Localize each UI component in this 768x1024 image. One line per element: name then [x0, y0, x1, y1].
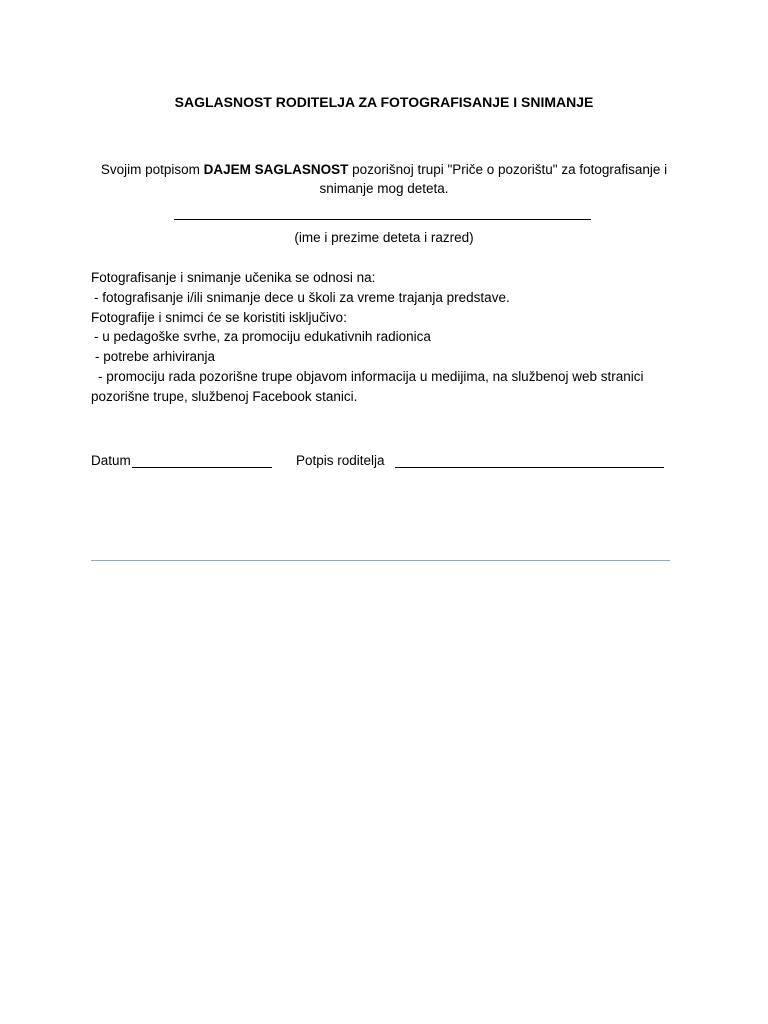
child-name-label: (ime i prezime deteta i razred): [294, 230, 474, 245]
date-label: Datum: [91, 453, 131, 468]
terms-line-1: Fotografisanje i snimanje učenika se odnosi na:: [91, 270, 376, 285]
consent-text-post: pozorišnoj trupi "Priče o pozorištu" za fotografisanje i: [348, 162, 668, 177]
terms-line-2: - fotografisanje i/ili snimanje dece u školi za vreme trajanja predstave.: [94, 289, 510, 305]
terms-line-7: pozorišne trupe, službenoj Facebook stanici.: [91, 388, 358, 404]
document-title: SAGLASNOST RODITELJA ZA FOTOGRAFISANJE I SNIMANJE: [174, 94, 594, 110]
consent-text-pre: Svojim potpisom: [100, 162, 204, 177]
usage-terms: [91, 268, 691, 407]
terms-line-6: - promociju rada pozorišne trupe objavom informacija u medijima, na službenoj web stranici: [98, 368, 644, 384]
terms-line-4: - u pedagoške svrhe, za promociju edukativnih radionica: [94, 329, 431, 345]
child-name-field-line[interactable]: [174, 219, 591, 220]
horizontal-divider: [91, 560, 670, 561]
consent-text-line2: snimanje mog deteta.: [319, 181, 449, 196]
terms-line-5: - potrebe arhiviranja: [95, 349, 216, 365]
consent-statement: [80, 160, 688, 198]
consent-text-bold: DAJEM SAGLASNOST: [203, 162, 349, 177]
parent-signature-label: Potpis roditelja: [296, 453, 385, 468]
parent-signature-field-line[interactable]: [395, 467, 664, 468]
terms-line-3: Fotografije i snimci će se koristiti isključivo:: [91, 309, 347, 325]
date-field-line[interactable]: [132, 467, 272, 468]
